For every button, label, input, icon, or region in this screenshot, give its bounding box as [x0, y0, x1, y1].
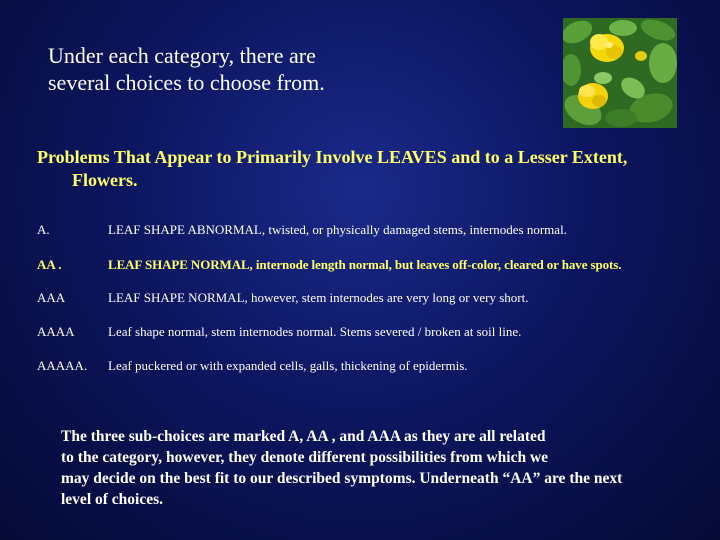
choice-code: AAAA	[37, 324, 75, 339]
explanation-line-4: level of choices.	[61, 491, 164, 508]
yellow-flower-photo	[563, 18, 677, 128]
explanation-line-2: to the category, however, they denote different possibilities from which we	[61, 449, 549, 466]
choice-row-aaaa	[37, 324, 707, 344]
section-heading-line-2: Flowers.	[72, 170, 138, 190]
choice-row-aa	[37, 257, 707, 277]
section-heading	[37, 146, 707, 192]
choice-row-aaa	[37, 290, 707, 310]
choice-text: LEAF SHAPE NORMAL, however, stem internodes are very long or very short.	[108, 290, 529, 305]
choice-text: Leaf shape normal, stem internodes normal. Stems severed / broken at soil line.	[108, 324, 522, 339]
explanation-note	[61, 426, 716, 510]
explanation-line-3: may decide on the best fit to our described symptoms. Underneath “AA” are the next	[61, 470, 623, 487]
choice-code: AAAAA.	[37, 358, 88, 373]
slide-title-line-1: Under each category, there are	[48, 43, 316, 68]
slide-title	[48, 42, 528, 96]
choice-text: LEAF SHAPE NORMAL, internode length normal, but leaves off-color, cleared or have spots.	[108, 257, 622, 272]
choice-text: Leaf puckered or with expanded cells, galls, thickening of epidermis.	[108, 358, 468, 373]
choice-code: AA .	[37, 257, 62, 272]
choice-row-aaaaa	[37, 358, 707, 378]
choice-code: A.	[37, 222, 50, 237]
explanation-line-1: The three sub-choices are marked A, AA , and AAA as they are all related	[61, 428, 546, 445]
choice-code: AAA	[37, 290, 66, 305]
choice-row-a	[37, 222, 707, 242]
section-heading-line-1: Problems That Appear to Primarily Involve LEAVES and to a Lesser Extent,	[37, 147, 628, 167]
choice-text: LEAF SHAPE ABNORMAL, twisted, or physically damaged stems, internodes normal.	[108, 222, 567, 237]
slide-title-line-2: several choices to choose from.	[48, 70, 325, 95]
